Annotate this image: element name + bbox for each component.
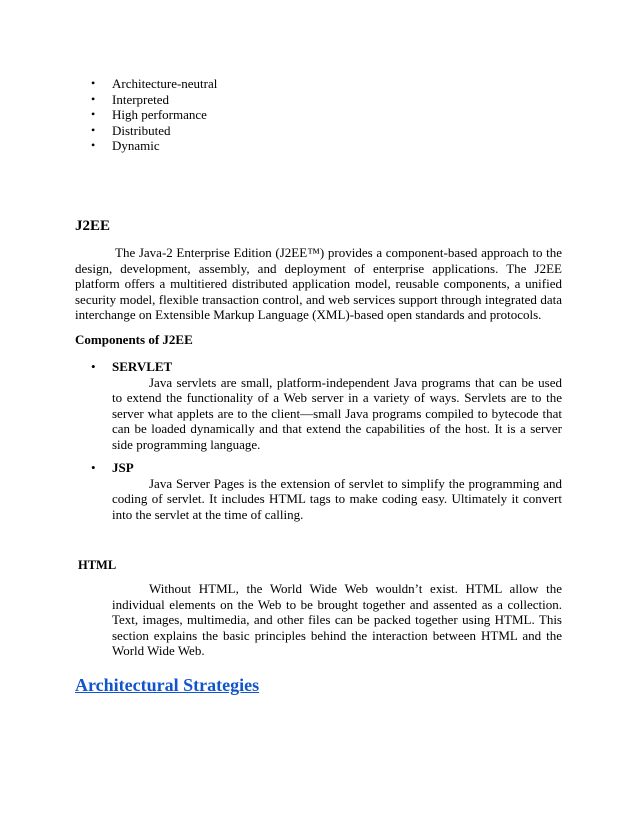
bullet-icon: • — [91, 107, 96, 121]
component-title: JSP — [112, 460, 134, 475]
html-heading: HTML — [78, 558, 117, 572]
bullet-icon: • — [91, 359, 96, 374]
architectural-strategies-link[interactable]: Architectural Strategies — [75, 675, 260, 695]
bullet-icon: • — [91, 91, 96, 106]
bullet-icon: • — [91, 460, 96, 475]
list-item: • Architecture-neutral — [91, 76, 218, 91]
list-item: • Interpreted — [91, 91, 170, 107]
list-item: • High performance — [91, 107, 207, 122]
html-paragraph: Without HTML, the World Wide Web wouldn’t exist. HTML allow the individual elements on the Web to be brought together and assented as a collection. Text, images, multimedia, and other files can be packed together using HTML. This section explains the basic principles behind the interaction between HTML and the World Wide Web. — [112, 581, 562, 658]
features-list — [91, 76, 412, 154]
component-item-jsp — [91, 460, 562, 522]
list-item: • Dynamic — [91, 138, 160, 153]
j2ee-heading: J2EE — [75, 218, 111, 234]
bullet-icon: • — [91, 122, 96, 137]
components-heading: Components of J2EE — [75, 332, 193, 347]
list-item: • Distributed — [91, 122, 171, 138]
j2ee-paragraph: The Java-2 Enterprise Edition (J2EE™) provides a component-based approach to the design, development, assembly, and deployment of enterprise applications. The J2EE platform offers a multitiered distributed application model, reusable components, a unified security model, flexible transaction control, and web services support through integrated data interchange on Extensible Markup Language (XML)-based open standards and protocols. — [75, 245, 562, 322]
component-description: Java Server Pages is the extension of servlet to simplify the programming and coding of servlet. It includes HTML tags to make coding easy. Ultimately it convert into the servlet at the time of calling. — [112, 475, 562, 522]
component-description: Java servlets are small, platform-independent Java programs that can be used to extend the functionality of a Web server in a variety of ways. Servlets are to the server what applets are to the client—small Java programs compiled to bytecode that can be loaded dynamically and that extend the capabilities of the host. It is a server side programming language. — [112, 374, 562, 452]
component-title: SERVLET — [112, 359, 173, 374]
bullet-icon: • — [91, 76, 96, 90]
bullet-icon: • — [91, 138, 96, 152]
component-item-servlet — [91, 359, 562, 452]
